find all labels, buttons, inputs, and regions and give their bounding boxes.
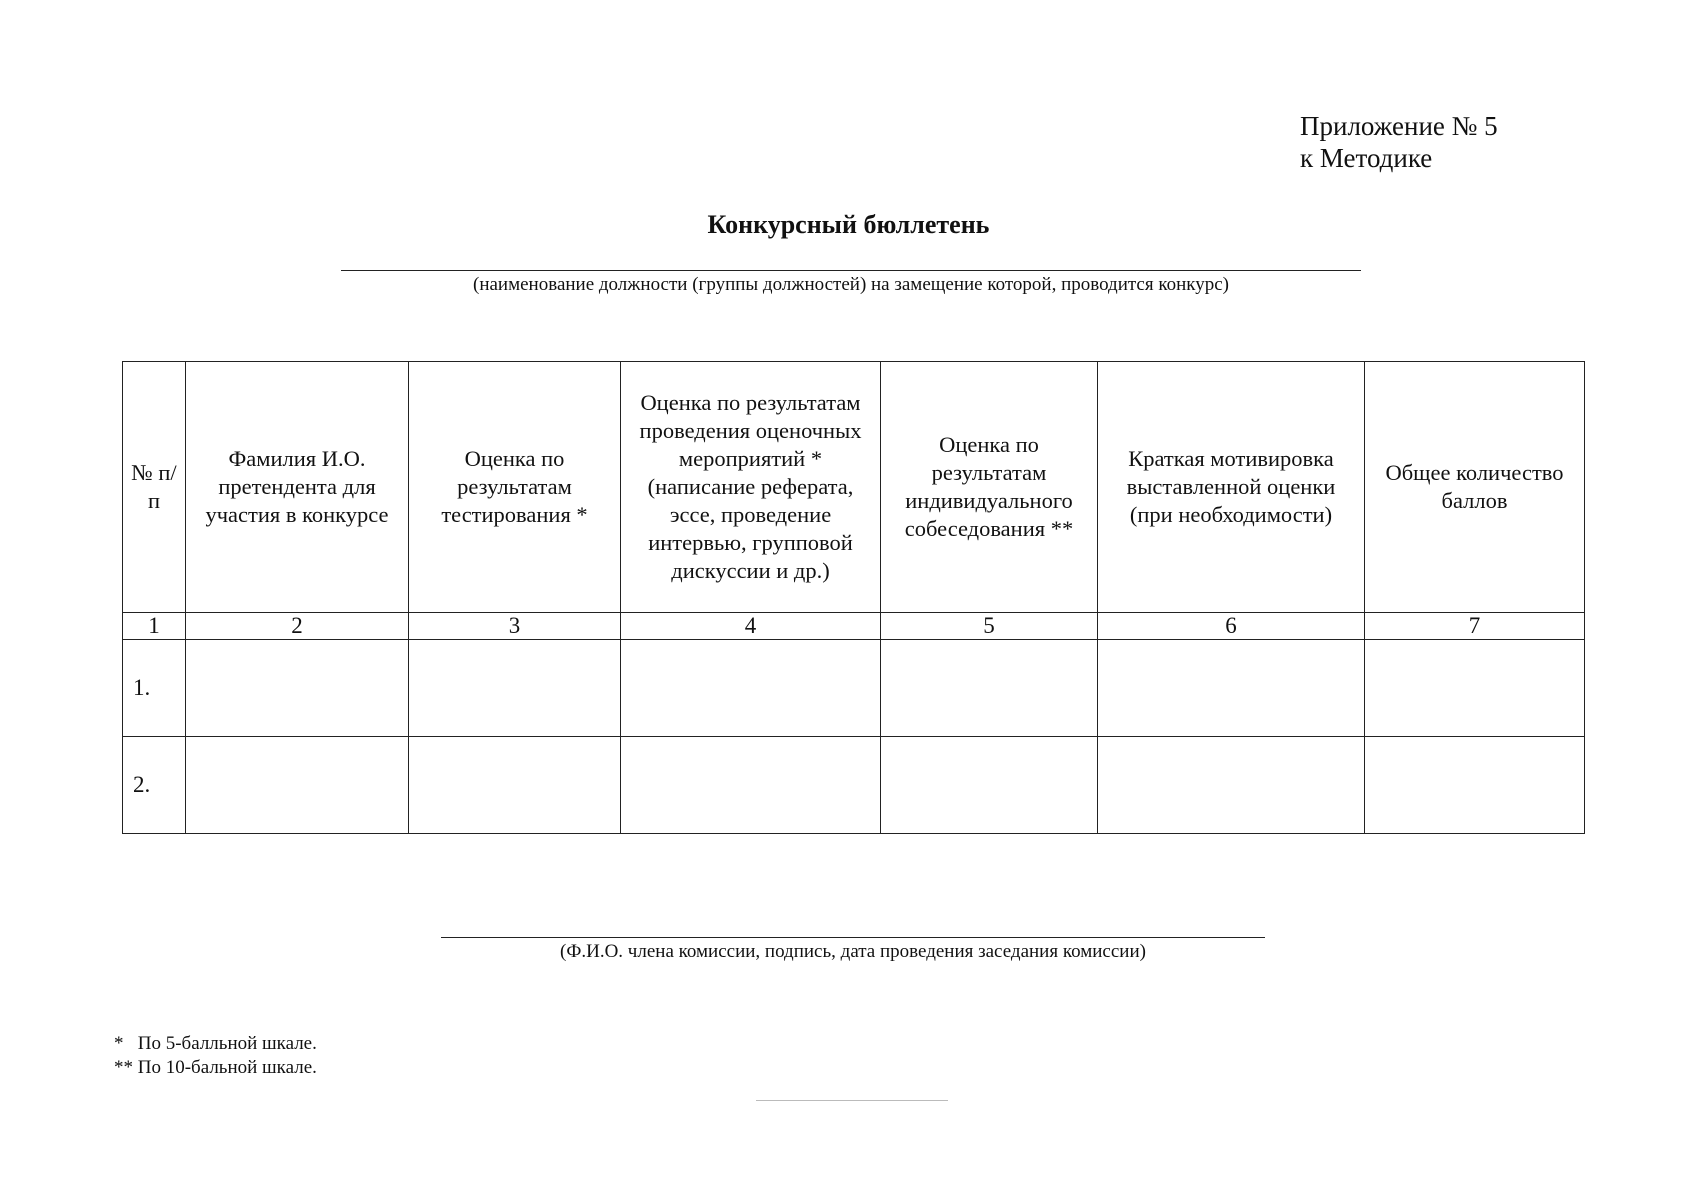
column-number: 2: [186, 613, 409, 640]
signature-line: [441, 937, 1265, 938]
header-interview-score: Оценка по результатам индивидуального собеседования **: [881, 362, 1098, 613]
interview-score-cell: [881, 640, 1098, 737]
column-number: 3: [409, 613, 621, 640]
candidate-name-cell: [186, 737, 409, 834]
row-number: 2.: [123, 737, 186, 834]
table-header-row: [123, 362, 1585, 613]
table-row: [123, 737, 1585, 834]
motivation-cell: [1098, 737, 1365, 834]
column-number: 5: [881, 613, 1098, 640]
document-title: Конкурсный бюллетень: [707, 210, 990, 239]
candidate-name-cell: [186, 640, 409, 737]
header-score-motivation: Краткая мотивировка выставленной оценки (при необходимости): [1098, 362, 1365, 613]
header-assessment-score: Оценка по результатам проведения оценочных мероприятий * (написание реферата, эссе, проведение интервью, групповой дискуссии и др.): [621, 362, 881, 613]
position-name-line: [341, 270, 1361, 271]
appendix-methodology: к Методике: [1300, 143, 1433, 173]
row-number: 1.: [123, 640, 186, 737]
page-bottom-divider: [756, 1100, 948, 1101]
header-candidate-name: Фамилия И.О. претендента для участия в конкурсе: [186, 362, 409, 613]
header-row-number: № п/п: [123, 362, 186, 613]
appendix-number: Приложение № 5: [1300, 111, 1498, 141]
total-score-cell: [1365, 737, 1585, 834]
ballot-table: [122, 361, 1585, 834]
header-total-score: Общее количество баллов: [1365, 362, 1585, 613]
interview-score-cell: [881, 737, 1098, 834]
appendix-reference: [1300, 110, 1498, 174]
testing-score-cell: [409, 640, 621, 737]
column-number: 1: [123, 613, 186, 640]
position-name-caption: (наименование должности (группы должностей) на замещение которой, проводится конкурс): [473, 274, 1229, 295]
column-number: 6: [1098, 613, 1365, 640]
motivation-cell: [1098, 640, 1365, 737]
column-number: 4: [621, 613, 881, 640]
footnotes: [114, 1032, 317, 1080]
column-number: 7: [1365, 613, 1585, 640]
assessment-score-cell: [621, 640, 881, 737]
header-testing-score: Оценка по результатам тестирования *: [409, 362, 621, 613]
testing-score-cell: [409, 737, 621, 834]
total-score-cell: [1365, 640, 1585, 737]
table-row: [123, 640, 1585, 737]
assessment-score-cell: [621, 737, 881, 834]
column-number-row: [123, 613, 1585, 640]
footnote-5-point-scale: * По 5-балльной шкале.: [114, 1033, 317, 1054]
signature-caption: (Ф.И.О. члена комиссии, подпись, дата проведения заседания комиссии): [560, 941, 1146, 962]
footnote-10-point-scale: ** По 10-бальной шкале.: [114, 1057, 317, 1078]
